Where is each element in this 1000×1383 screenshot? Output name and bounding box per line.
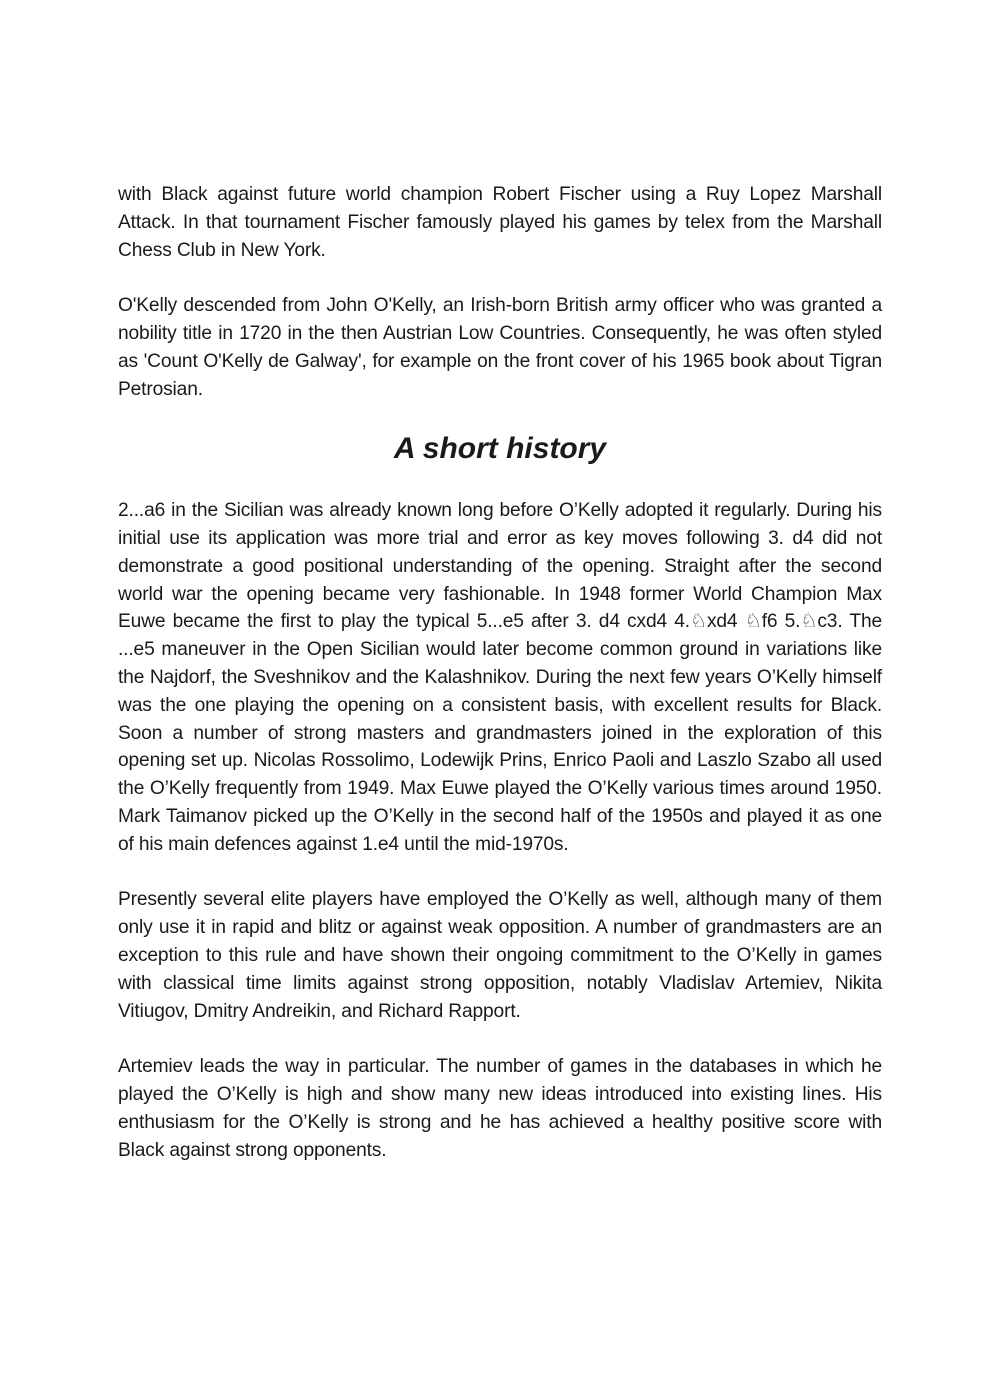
document-page: [118, 181, 882, 1192]
paragraph-elite-players: Presently several elite players have employed the O’Kelly as well, although many of them only use it in rapid and blitz or against weak opposition. A number of grandmasters are an exception to this rule and have shown their ongoing commitment to the O’Kelly in games with classical time limits against strong opposition, notably Vladislav Artemiev, Nikita Vitiugov, Dmitry Andreikin, and Richard Rapport.: [118, 889, 882, 1022]
paragraph-okelly-ancestry: O'Kelly descended from John O'Kelly, an Irish-born British army officer who was granted a nobility title in 1720 in the then Austrian Low Countries. Consequently, he was often styled as 'Count O'Kelly de Galway', for example on the front cover of his 1965 book about Tigran Petrosian.: [118, 295, 882, 400]
paragraph-fischer-telex: with Black against future world champion Robert Fischer using a Ruy Lopez Marshall Attack. In that tournament Fischer famously played his games by telex from the Marshall Chess Club in New York.: [118, 184, 882, 261]
paragraph-artemiev: Artemiev leads the way in particular. The number of games in the databases in which he played the O’Kelly is high and show many new ideas introduced into existing lines. His enthusiasm for the O’Kelly is strong and he has achieved a healthy positive score with Black against strong opponents.: [118, 1056, 882, 1161]
paragraph-history: 2...a6 in the Sicilian was already known long before O’Kelly adopted it regularly. During his initial use its application was more trial and error as key moves following 3. d4 did not demonstrate a good positional understanding of the opening. Straight after the second world war the opening became very fashionable. In 1948 former World Champion Max Euwe became the first to play the typical 5...e5 after 3. d4 cxd4 4.♘xd4 ♘f6 5.♘c3. The ...e5 maneuver in the Open Sicilian would later become common ground in variations like the Najdorf, the Sveshnikov and the Kalashnikov. During the next few years O’Kelly himself was the one playing the opening on a consistent basis, with excellent results for Black. Soon a number of strong masters and grandmasters joined in the exploration of this opening set up. Nicolas Rossolimo, Lodewijk Prins, Enrico Paoli and Laszlo Szabo all used the O’Kelly frequently from 1949. Max Euwe played the O’Kelly various times around 1950. Mark Taimanov picked up the O’Kelly in the second half of the 1950s and played it as one of his main defences against 1.e4 until the mid-1970s.: [118, 500, 882, 855]
section-heading: A short history: [393, 432, 607, 466]
